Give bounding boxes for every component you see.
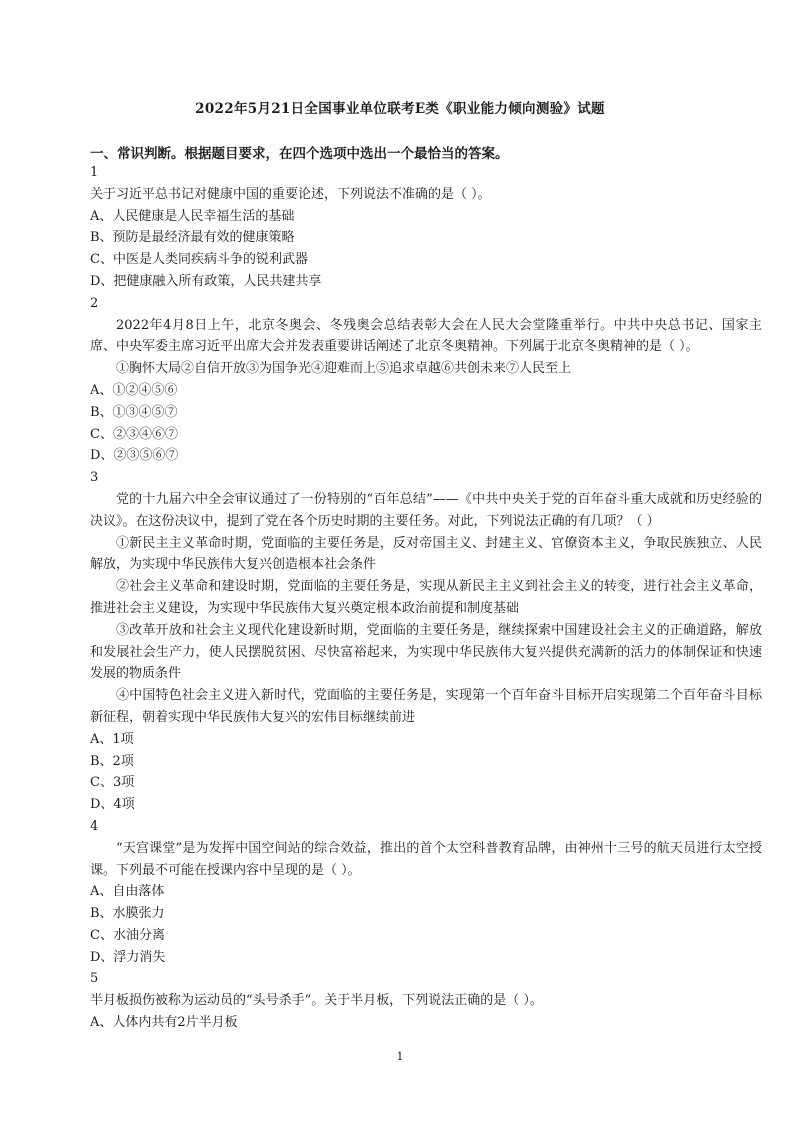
statement-2: ②社会主义革命和建设时期，党面临的主要任务是，实现从新民主主义到社会主义的转变，进行社会主义革命，推进社会主义建设，为实现中华民族伟大复兴奠定根本政治前提和制度基础 [90, 579, 762, 616]
page-number: 1 [396, 1050, 404, 1063]
option-b: B、水膜张力 [90, 906, 165, 922]
question-number: 1 [90, 165, 99, 180]
question-number: 4 [90, 818, 99, 834]
option-a: A、人体内共有2片半月板 [90, 1015, 238, 1031]
question-stem: 2022年4月8日上午，北京冬奥会、冬残奥会总结表彰大会在人民大会堂隆重举行。中共中央总书记、国家主席、中央军委主席习近平出席大会并发表重要讲话阐述了北京冬奥精神。下列属于北京冬奥精神的是（ ）。 [90, 317, 762, 355]
question-3 [90, 467, 762, 816]
option-d: D、4项 [90, 797, 135, 813]
option-b: B、①③④⑤⑦ [90, 404, 178, 420]
option-a: A、自由落体 [90, 884, 165, 900]
option-b: B、预防是最经济最有效的健康策略 [90, 230, 295, 246]
question-statements: ①胸怀大局②自信开放③为国争光④迎难而上⑤追求卓越⑥共创未来⑦人民至上 [116, 361, 572, 377]
question-list [90, 162, 762, 1034]
option-c: C、水油分离 [90, 927, 165, 943]
option-c: C、3项 [90, 775, 135, 791]
question-2 [90, 293, 762, 467]
option-a: A、1项 [90, 731, 134, 747]
question-stem: 关于习近平总书记对健康中国的重要论述，下列说法不准确的是（ ）。 [90, 186, 491, 202]
statement-1: ①新民主主义革命时期，党面临的主要任务是，反对帝国主义、封建主义、官僚资本主义，争取民族独立、人民解放，为实现中华民族伟大复兴创造根本社会条件 [90, 535, 762, 573]
statement-3: ③改革开放和社会主义现代化建设新时期，党面临的主要任务是，继续探索中国建设社会主义的正确道路，解放和发展社会生产力，使人民摆脱贫困、尽快富裕起来，为实现中华民族伟大复兴提供充满新的活力的体制保证和快速发展的物质条件 [90, 622, 762, 682]
section-heading: 一、常识判断。根据题目要求，在四个选项中选出一个最恰当的答案。 [90, 146, 509, 162]
question-number: 5 [90, 971, 99, 987]
question-number: 3 [90, 470, 99, 486]
option-c: C、②③④⑥⑦ [90, 426, 178, 442]
option-d: D、②③⑤⑥⑦ [90, 448, 179, 464]
question-stem: 党的十九届六中全会审议通过了一份特别的“百年总结”——《中共中央关于党的百年奋斗重大成就和历史经验的决议》。在这份决议中，提到了党在各个历史时期的主要任务。对此，下列说法正确的有几项？（ ） [90, 491, 762, 529]
question-stem: “天宫课堂”是为发挥中国空间站的综合效益，推出的首个太空科普教育品牌，由神州十三号的航天员进行太空授课。下列最不可能在授课内容中呈现的是（ ）。 [90, 840, 762, 878]
question-4 [90, 816, 762, 969]
option-a: A、①②④⑤⑥ [90, 382, 178, 398]
option-a: A、人民健康是人民幸福生活的基础 [90, 208, 295, 224]
option-b: B、2项 [90, 753, 134, 769]
option-d: D、浮力消失 [90, 949, 166, 965]
question-1 [90, 162, 762, 293]
question-5 [90, 968, 762, 1033]
document-title: 2022年5月21日全国事业单位联考E类《职业能力倾向测验》试题 [195, 101, 605, 117]
option-d: D、把健康融入所有政策，人民共建共享 [90, 273, 322, 289]
statement-4: ④中国特色社会主义进入新时代，党面临的主要任务是，实现第一个百年奋斗目标开启实现第二个百年奋斗目标新征程，朝着实现中华民族伟大复兴的宏伟目标继续前进 [90, 688, 762, 725]
question-stem: 半月板损伤被称为运动员的“头号杀手”。关于半月板，下列说法正确的是（ ）。 [90, 993, 543, 1009]
option-c: C、中医是人类同疾病斗争的锐利武器 [90, 252, 308, 268]
question-number: 2 [90, 295, 99, 311]
